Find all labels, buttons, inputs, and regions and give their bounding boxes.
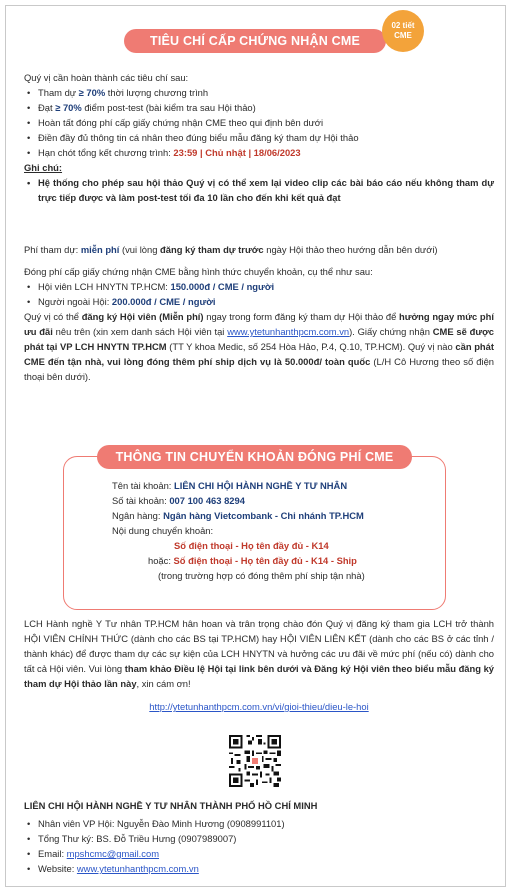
price-list: [24, 279, 494, 309]
members-list-link[interactable]: www.ytetunhanthpcm.com.vn: [227, 326, 350, 337]
website-line: • Website: www.ytetunhanthpcm.com.vn: [38, 861, 494, 876]
fee-line: Phí tham dự: miễn phí (vui lòng đăng ký tham dự trước ngày Hội thảo theo hướng dẫn bên dưới): [24, 244, 438, 255]
note-title: Ghi chú:: [24, 162, 63, 173]
criteria-item: • Điền đầy đủ thông tin cá nhân theo đúng biểu mẫu đăng ký tham dự Hội thảo: [38, 130, 494, 145]
criteria-item: • Hoàn tất đóng phí cấp giấy chứng nhận CME theo qui định bên dưới: [38, 115, 494, 130]
website-link[interactable]: www.ytetunhanthpcm.com.vn: [76, 863, 199, 874]
email-link[interactable]: mpshcmc@gmail.com: [66, 848, 160, 859]
badge-line-2: CME: [394, 31, 412, 40]
member-price: • Hội viên LCH HNYTN TP.HCM: 150.000đ / CME / người: [38, 279, 494, 294]
note-text: • Hệ thống cho phép sau hội thảo Quý vị có thể xem lại video clip các bài báo cáo nếu không tham dự trực tiếp được và làm post-test tối đa 10 lần cho đến khi kết quả đạt: [38, 175, 494, 205]
transfer-content-note: (trong trường hợp có đóng thêm phí ship tận nhà): [158, 570, 365, 581]
criteria-item: • Đạt ≥ 70% điểm post-test (bài kiểm tra sau Hội thảo): [38, 100, 494, 115]
membership-section: [24, 616, 494, 714]
account-name: Tên tài khoản: LIÊN CHI HỘI HÀNH NGHỀ Y TƯ NHÂN: [112, 480, 348, 491]
transfer-content-1: Số điện thoại - Họ tên đầy đủ - K14: [174, 540, 329, 551]
badge-line-1: 02 tiết: [391, 21, 415, 30]
cme-fee-intro: Đóng phí cấp giấy chứng nhận CME bằng hình thức chuyển khoản, cụ thể như sau:: [24, 266, 373, 277]
cme-criteria-title: TIÊU CHÍ CẤP CHỨNG NHẬN CME: [124, 29, 386, 53]
cme-credits-badge: [382, 10, 424, 52]
secretary-contact: • Tổng Thư ký: BS. Đỗ Triều Hưng (0907989007): [38, 831, 494, 846]
charter-link[interactable]: http://ytetunhanthpcm.com.vn/vi/gioi-thieu/dieu-le-hoi: [149, 701, 369, 712]
membership-paragraph: LCH Hành nghề Y Tư nhân TP.HCM hân hoan và trân trọng chào đón Quý vị đăng ký tham gia LCH trở thành HỘI VIÊN CHÍNH THỨC (dành cho các BS tại TP.HCM) hay HỘI VIÊN LIÊN KẾT (dành cho các BS ở các tỉnh / thành khác) để được tham dự các sự kiện của LCH HNYTN và hưởng các ưu đãi về mức phí (nếu có) dành cho tất cả Hội viên. Vui lòng tham khảo Điều lệ Hội tại link bên dưới và Đăng ký Hội viên theo biểu mẫu đăng ký tham dự Hội thảo lần này, xin cám ơn!: [24, 618, 495, 689]
office-contact: • Nhân viên VP Hội: Nguyễn Đào Minh Hương (0908991101): [38, 816, 494, 831]
email-line: • Email: mpshcmc@gmail.com: [38, 846, 494, 861]
contact-section: [24, 798, 494, 876]
transfer-content-2: hoặc: Số điện thoại - Họ tên đầy đủ - K14 - Ship: [148, 555, 357, 566]
account-number: Số tài khoản: 007 100 463 8294: [112, 495, 245, 506]
bank-name: Ngân hàng: Ngân hàng Vietcombank - Chi nhánh TP.HCM: [112, 510, 364, 521]
criteria-intro: Quý vị cần hoàn thành các tiêu chí sau:: [24, 72, 189, 83]
contact-list: [24, 816, 494, 876]
note-list: [24, 175, 494, 205]
transfer-info-content: [112, 478, 442, 583]
criteria-item: • Tham dự ≥ 70% thời lượng chương trình: [38, 85, 494, 100]
criteria-section: [24, 70, 494, 205]
organization-name: LIÊN CHI HỘI HÀNH NGHỀ Y TƯ NHÂN THÀNH PHỐ HỒ CHÍ MINH: [24, 800, 318, 811]
nonmember-price: • Người ngoài Hội: 200.000đ / CME / người: [38, 294, 494, 309]
fees-section: [24, 242, 494, 384]
transfer-info-title: THÔNG TIN CHUYỂN KHOẢN ĐÓNG PHÍ CME: [97, 445, 412, 469]
deadline-item: • Hạn chót tổng kết chương trình: 23:59 | Chủ nhật | 18/06/2023: [38, 145, 494, 160]
qr-code-icon: [227, 733, 283, 789]
charter-link-line: [24, 699, 494, 714]
membership-fee-paragraph: Quý vị có thể đăng ký Hội viên (Miễn phí) ngay trong form đăng ký tham dự Hội thảo để hưởng ngay mức phí ưu đãi nêu trên (xin xem danh sách Hội viên tại www.ytetunhanthpcm.com.vn). Giấy chứng nhận CME sẽ được phát tại VP LCH HNYTN TP.HCM (TT Y khoa Medic, số 254 Hòa Hảo, P.4, Q.10, TP.HCM). Quý vị nào cần phát CME đến tận nhà, vui lòng đóng thêm phí ship dịch vụ là 50.000đ/ toàn quốc (L/H Cô Hương theo số điện thoại bên dưới).: [24, 311, 494, 382]
transfer-content-label: Nội dung chuyển khoản:: [112, 525, 214, 536]
criteria-list: [24, 85, 494, 160]
